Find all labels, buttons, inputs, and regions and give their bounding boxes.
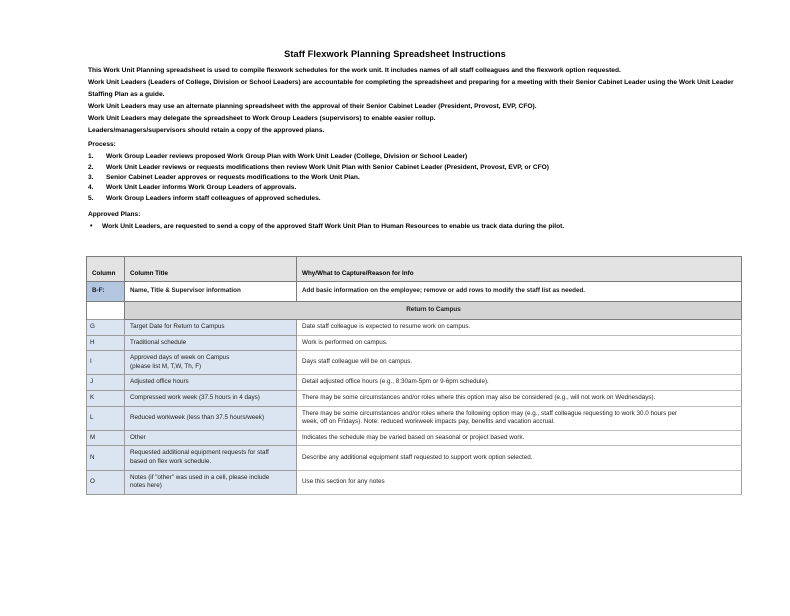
intro-paragraphs <box>88 66 748 139</box>
step-number: 2. <box>88 163 94 171</box>
intro-line: Work Unit Leaders (Leaders of College, Division or School Leaders) are accountable for completing the spreadsheet and preparing for a meeting with their Senior Cabinet Leader using the Work Unit Leader <box>88 79 734 87</box>
row-column-title: Name, Title & Supervisor information <box>125 282 297 302</box>
step-text: Work Unit Leader informs Work Group Leaders of approvals. <box>106 184 297 192</box>
title-line-2: (please list M, T,W, Th, F) <box>130 362 202 370</box>
row-why-what <box>297 446 742 470</box>
process-step <box>88 163 748 173</box>
approved-plans-label: Approved Plans: <box>88 211 141 218</box>
row-why-what: Add basic information on the employee; remove or add rows to modify the staff list as needed. <box>297 282 742 302</box>
row-column-title <box>125 375 297 391</box>
process-step <box>88 194 748 204</box>
row-column-letter: O <box>87 470 125 494</box>
title-line-2: notes here) <box>130 482 162 490</box>
title-line-1: Approved days of week on Campus <box>130 354 230 362</box>
table-row <box>87 390 742 406</box>
why-line-1: There may be some circumstances and/or roles where the following option may (e.g., staff colleague requesting to work 30.0 hours per <box>302 409 678 417</box>
step-number: 5. <box>88 194 94 202</box>
title-line-1: Adjusted office hours <box>130 378 189 386</box>
row-why-what <box>297 375 742 391</box>
process-section <box>88 140 748 204</box>
row-column-title <box>125 390 297 406</box>
why-line-1: Work is performed on campus. <box>302 338 388 346</box>
header-column-title: Column Title <box>125 257 297 282</box>
why-line-1: Describe any additional equipment staff requested to support work option selected. <box>302 453 533 461</box>
table-row <box>87 351 742 375</box>
why-line-1: Date staff colleague is expected to resume work on campus. <box>302 323 471 330</box>
row-column-letter: B-F: <box>87 282 125 302</box>
step-text: Work Unit Leader reviews or requests modifications then review Work Unit Plan with Senior Cabinet Leader (President, Provost, EVP, or CFO) <box>106 163 549 171</box>
why-line-2: week, off on Fridays). Note: reduced workweek impacts pay, benefits and vacation accrual. <box>302 418 555 426</box>
process-step <box>88 173 748 183</box>
row-why-what <box>297 335 742 351</box>
title-line-1: Requested additional equipment requests for staff <box>130 449 269 457</box>
title-line-1: Compressed work week (37.5 hours in 4 days) <box>130 393 260 401</box>
approved-plans-list <box>88 222 748 232</box>
header-column: Column <box>87 257 125 282</box>
process-label: Process: <box>88 141 116 148</box>
table-row <box>87 406 742 430</box>
page-title: Staff Flexwork Planning Spreadsheet Instructions <box>284 49 506 59</box>
section-heading-label: Return to Campus <box>125 302 742 320</box>
intro-line: This Work Unit Planning spreadsheet is used to compile flexwork schedules for the work unit. It includes names of all staff colleagues and the flexwork option requested. <box>88 67 621 74</box>
instructions-table-wrapper <box>86 256 741 495</box>
bullet-icon: • <box>90 222 93 230</box>
title-line-1: Other <box>130 433 146 441</box>
step-number: 3. <box>88 174 94 182</box>
approved-plans-item <box>88 222 748 232</box>
step-text: Work Group Leader reviews proposed Work Group Plan with Work Unit Leader (College, Division or School Leader) <box>106 153 468 161</box>
table-row <box>87 335 742 351</box>
table-header-row <box>87 257 742 282</box>
intro-line: Staffing Plan as a guide. <box>88 91 165 99</box>
row-column-letter: I <box>87 351 125 375</box>
intro-line: Work Unit Leaders may use an alternate planning spreadsheet with the approval of their Senior Cabinet Leader (President, Provost, EVP, CFO). <box>88 103 537 111</box>
title-line-2: based on flex work schedule. <box>130 457 212 465</box>
table-section-heading-row <box>87 302 742 320</box>
row-column-title <box>125 335 297 351</box>
process-step-list <box>88 152 748 204</box>
row-column-letter: N <box>87 446 125 470</box>
row-column-title <box>125 406 297 430</box>
table-row <box>87 320 742 336</box>
row-why-what <box>297 430 742 446</box>
instructions-table <box>86 256 742 495</box>
row-column-letter: M <box>87 430 125 446</box>
process-step <box>88 183 748 193</box>
row-why-what <box>297 406 742 430</box>
why-line-1: Use this section for any notes <box>302 477 385 485</box>
header-why-what: Why/What to Capture/Reason for Info <box>297 257 742 282</box>
row-column-title <box>125 430 297 446</box>
title-line-1: Target Date for Return to Campus <box>130 323 225 330</box>
title-line-1: Traditional schedule <box>130 338 187 346</box>
row-why-what <box>297 320 742 336</box>
table-row <box>87 430 742 446</box>
row-column-title <box>125 351 297 375</box>
section-blank-cell <box>87 302 125 320</box>
row-column-title <box>125 470 297 494</box>
step-number: 4. <box>88 184 94 192</box>
row-column-letter: J <box>87 375 125 391</box>
step-text: Senior Cabinet Leader approves or requests modifications to the Work Unit Plan. <box>106 174 360 182</box>
row-why-what <box>297 351 742 375</box>
why-line-1: There may be some circumstances and/or roles where this option may also be considered (e.g., will not work on Wednesdays). <box>302 393 656 401</box>
table-row <box>87 375 742 391</box>
table-row <box>87 282 742 302</box>
row-column-title <box>125 320 297 336</box>
approved-plans-item-text: Work Unit Leaders, are requested to send a copy of the approved Staff Work Unit Plan to Human Resources to enable us track data during the pilot. <box>102 223 565 231</box>
table-row <box>87 446 742 470</box>
why-line-1: Detail adjusted office hours (e.g., 8:30am-5pm or 9-6pm schedule). <box>302 378 489 386</box>
row-why-what <box>297 470 742 494</box>
row-column-title <box>125 446 297 470</box>
table-row <box>87 470 742 494</box>
approved-plans-section <box>88 210 748 233</box>
step-text: Work Group Leaders inform staff colleagues of approved schedules. <box>106 194 321 202</box>
title-line-1: Notes (if "other" was used in a cell, please include <box>130 473 270 481</box>
row-column-letter: K <box>87 390 125 406</box>
row-why-what <box>297 390 742 406</box>
step-number: 1. <box>88 153 94 161</box>
process-step <box>88 152 748 162</box>
row-column-letter: L <box>87 406 125 430</box>
why-line-1: Days staff colleague will be on campus. <box>302 358 413 366</box>
row-column-letter: H <box>87 335 125 351</box>
row-column-letter: G <box>87 320 125 336</box>
why-line-1: Indicates the schedule may be varied based on seasonal or project based work. <box>302 433 525 441</box>
intro-line: Work Unit Leaders may delegate the spreadsheet to Work Group Leaders (supervisors) to enable easier rollup. <box>88 115 436 123</box>
title-line-1: Reduced workweek (less than 37.5 hours/week) <box>130 413 265 421</box>
intro-line: Leaders/managers/supervisors should retain a copy of the approved plans. <box>88 127 325 135</box>
